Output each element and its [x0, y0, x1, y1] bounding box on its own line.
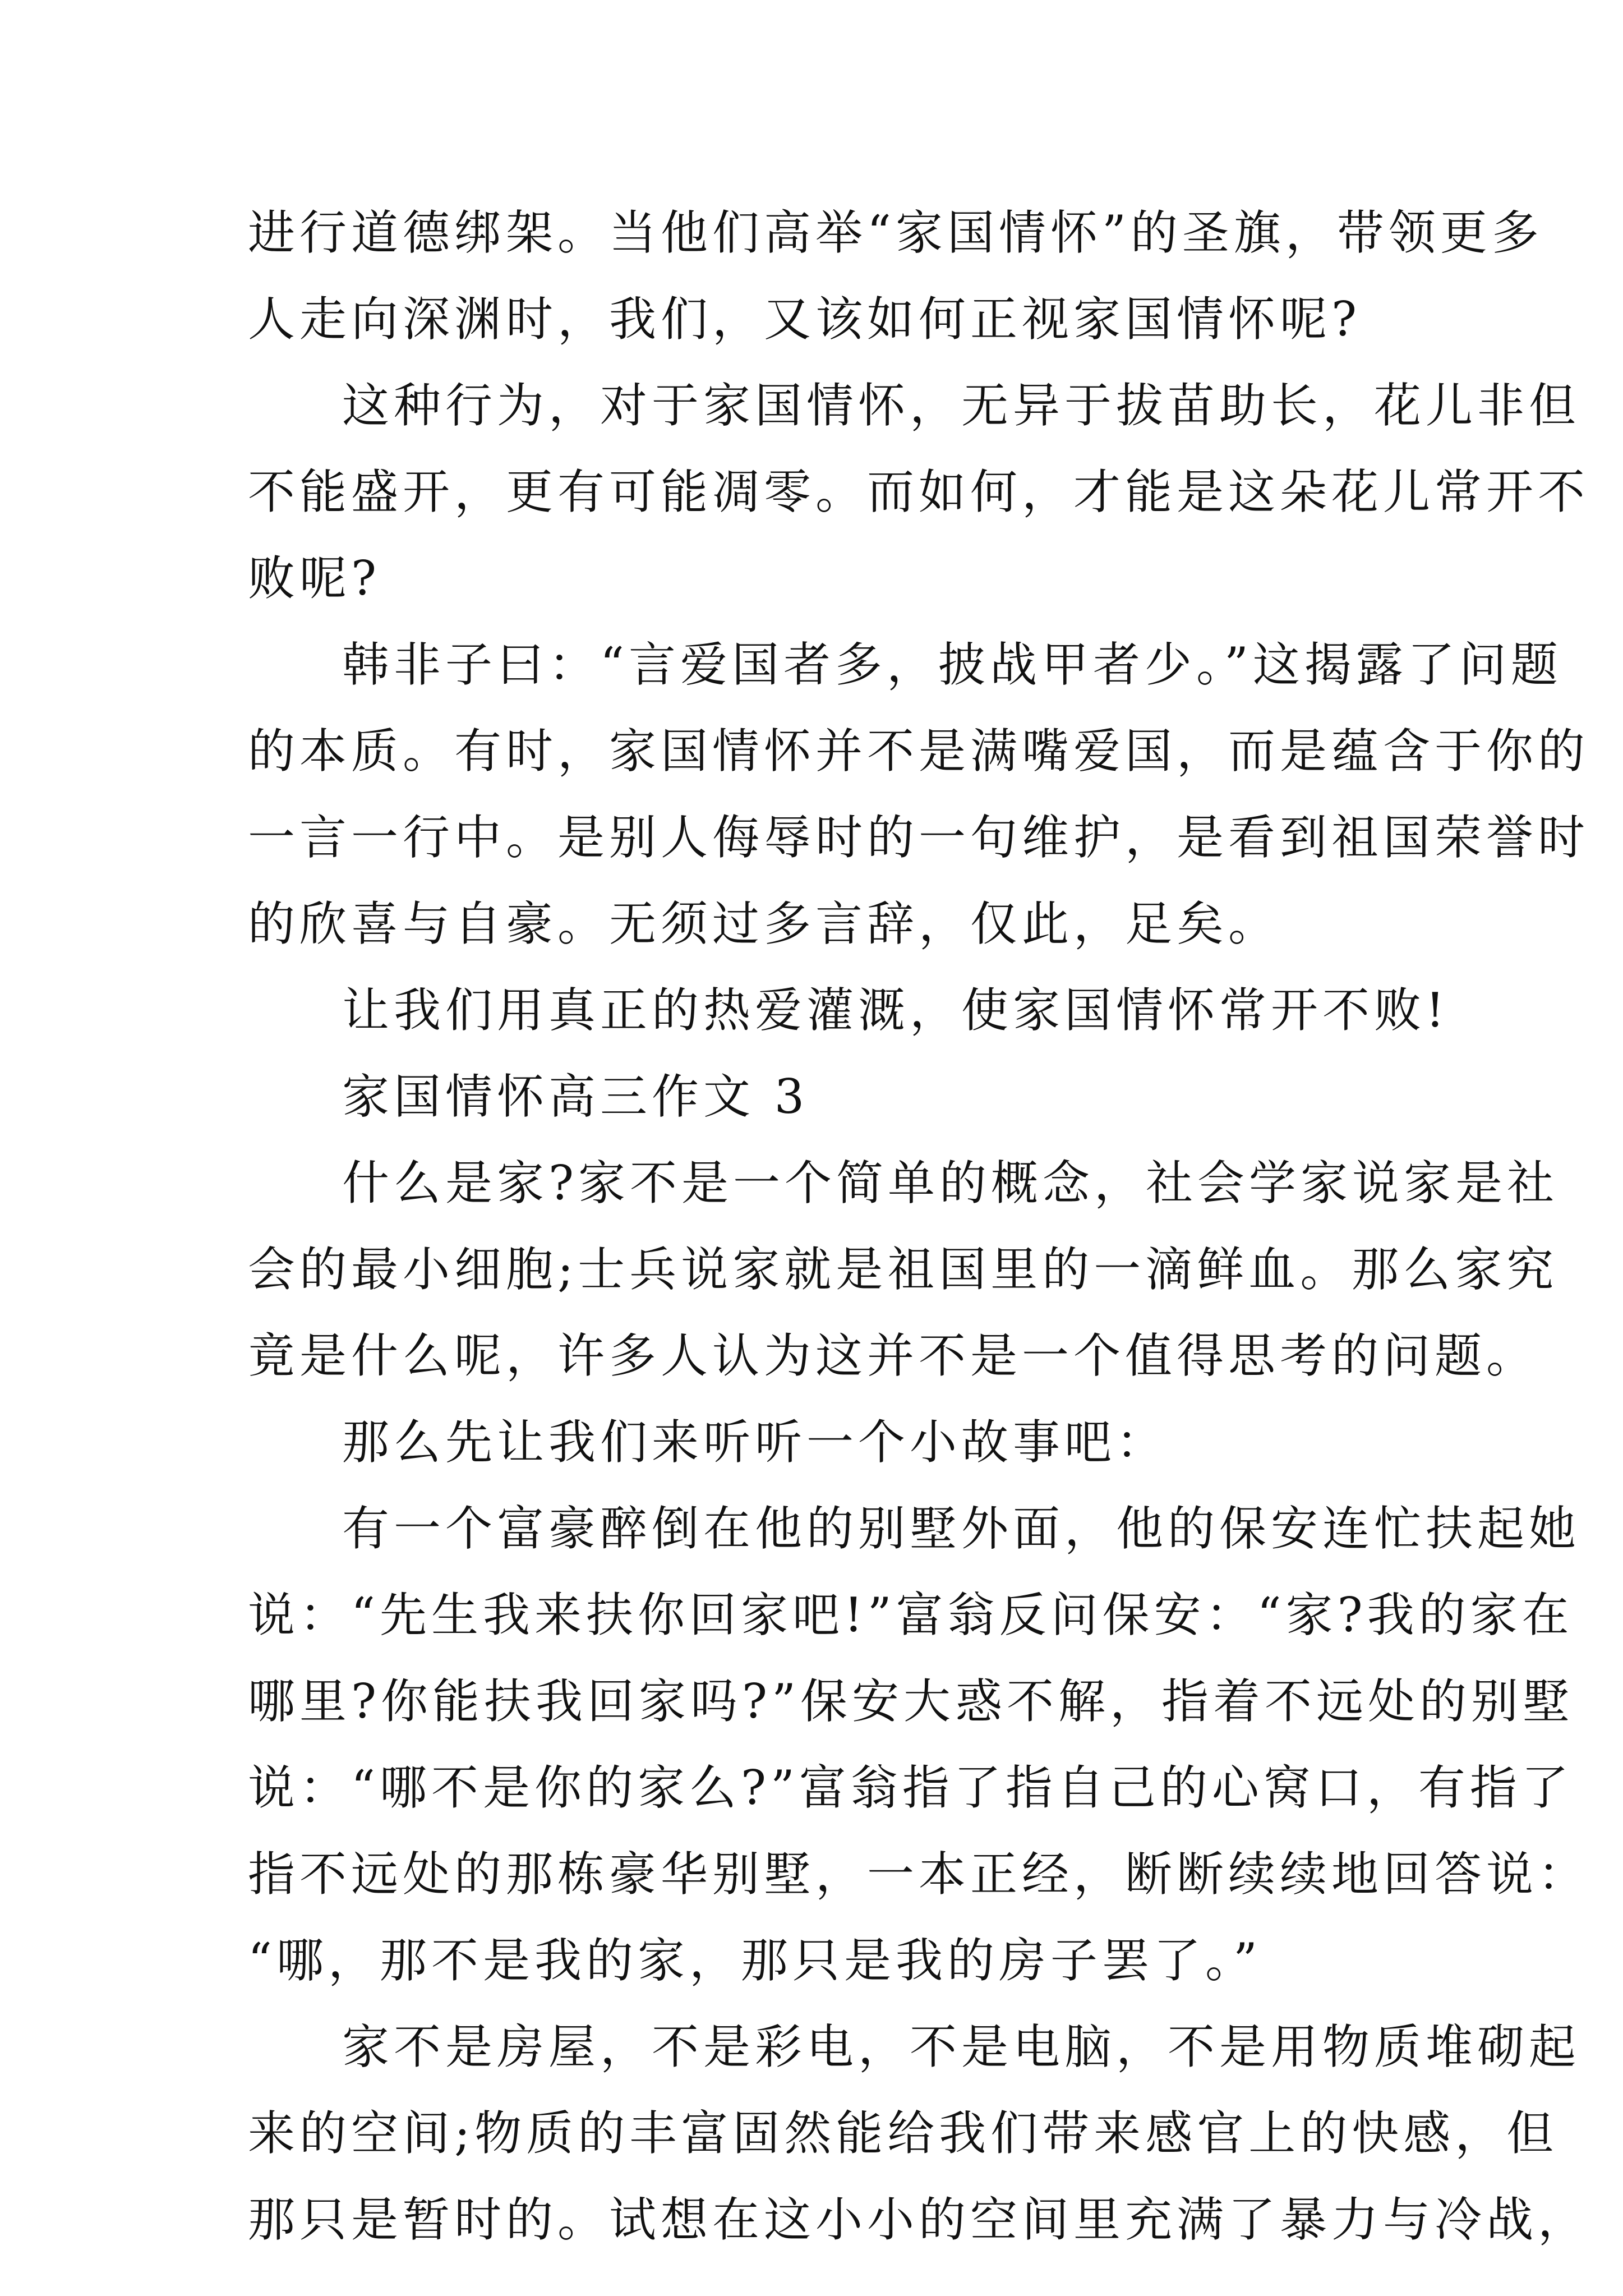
- text-line: 人走向深渊时，我们，又该如何正视家国情怀呢?: [248, 292, 1362, 347]
- paragraph-start-line: 让我们用真正的热爱灌溉，使家国情怀常开不败!: [342, 983, 1449, 1038]
- text-line: 会的最小细胞;士兵说家就是祖国里的一滴鲜血。那么家究: [248, 1242, 1559, 1297]
- text-line: 的本质。有时，家国情怀并不是满嘴爱国，而是蕴含于你的: [248, 724, 1590, 779]
- text-line: 的欣喜与自豪。无须过多言辞，仅此，足矣。: [248, 896, 1280, 951]
- paragraph-start-line: 什么是家?家不是一个简单的概念，社会学家说家是社: [342, 1156, 1559, 1211]
- text-line: 指不远处的那栋豪华别墅，一本正经，断断续续地回答说：: [248, 1847, 1590, 1902]
- paragraph-start-line: 有一个富豪醉倒在他的别墅外面，他的保安连忙扶起她: [342, 1501, 1581, 1556]
- text-line: 一言一行中。是别人侮辱时的一句维护，是看到祖国荣誉时: [248, 810, 1590, 865]
- paragraph-start-line: 那么先让我们来听听一个小故事吧：: [342, 1415, 1168, 1470]
- text-line: 说：“先生我来扶你回家吧!”富翁反问保安：“家?我的家在: [248, 1588, 1574, 1642]
- paragraph-start-line: 韩非子曰：“言爱国者多，披战甲者少。”这揭露了问题: [342, 637, 1562, 692]
- text-line: 不能盛开，更有可能凋零。而如何，才能是这朵花儿常开不: [248, 464, 1590, 519]
- essay-text: [248, 190, 1590, 2263]
- text-line: 竟是什么呢，许多人认为这并不是一个值得思考的问题。: [248, 1328, 1538, 1383]
- text-line: 哪里?你能扶我回家吗?”保安大惑不解，指着不远处的别墅: [248, 1674, 1575, 1729]
- text-line: “哪，那不是我的家，那只是我的房子罢了。”: [248, 1933, 1262, 1988]
- text-line: 那只是暂时的。试想在这小小的空间里充满了暴力与冷战，: [248, 2192, 1590, 2247]
- text-line: 说：“哪不是你的家么?”富翁指了指自己的心窝口，有指了: [248, 1760, 1573, 1815]
- text-line: 来的空间;物质的丰富固然能给我们带来感官上的快感，但: [248, 2106, 1559, 2161]
- section-heading: 家国情怀高三作文 3: [342, 1069, 809, 1124]
- paragraph-start-line: 家不是房屋，不是彩电，不是电脑，不是用物质堆砌起: [342, 2019, 1581, 2074]
- paragraph-start-line: 这种行为，对于家国情怀，无异于拔苗助长，花儿非但: [342, 378, 1581, 433]
- text-line: 进行道德绑架。当他们高举“家国情怀”的圣旗，带领更多: [248, 205, 1543, 260]
- text-line: 败呢?: [248, 551, 381, 606]
